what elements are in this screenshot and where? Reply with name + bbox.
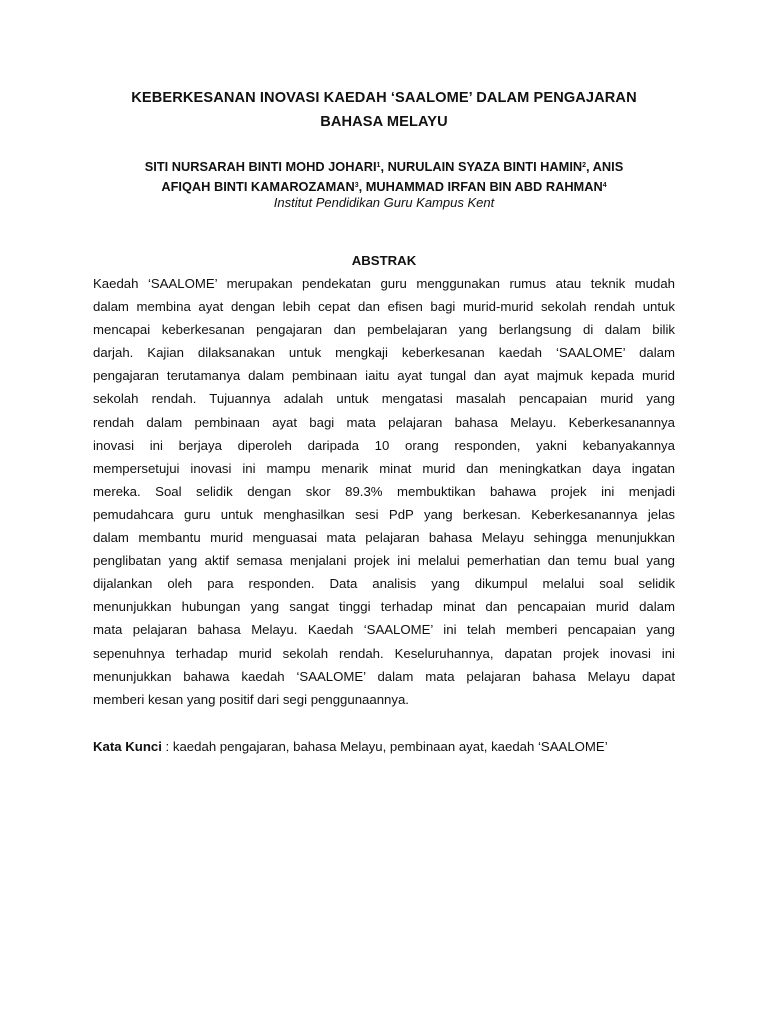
author-line-1 — [60, 157, 708, 177]
paper-title — [40, 86, 728, 134]
author-3: AFIQAH BINTI KAMAROZAMAN — [161, 179, 355, 194]
author-1-affiliation: 1 — [376, 162, 381, 169]
abstract-line: inovasi ini berjaya diperoleh daripada 10 orang responden, yakni kebanyakannya — [93, 437, 675, 453]
author-separator: , — [380, 159, 388, 174]
paper-title-line-2: BAHASA MELAYU — [320, 114, 448, 130]
abstract-line: mencapai keberkesanan pengajaran dan pembelajaran yang berlangsung di dalam bilik — [93, 322, 675, 338]
author-2-affiliation: 2 — [582, 162, 587, 169]
abstract-line: dalam membantu murid menguasai mata pelajaran bahasa Melayu sehingga menunjukkan — [93, 530, 675, 546]
abstract-line: sekolah rendah. Tujuannya adalah untuk mengatasi masalah pencapaian murid yang — [93, 391, 675, 407]
keywords-label: Kata Kunci — [93, 739, 162, 754]
institution: Institut Pendidikan Guru Kampus Kent — [273, 195, 495, 210]
abstract-line: Kaedah ‘SAALOME’ merupakan pendekatan guru menggunakan rumus atau teknik mudah — [93, 276, 675, 291]
author-2: NURULAIN SYAZA BINTI HAMIN — [387, 159, 583, 174]
abstract-line: darjah. Kajian dilaksanakan untuk mengkaji keberkesanan kaedah ‘SAALOME’ dalam — [93, 345, 675, 361]
author-3-affiliation: 3 — [354, 182, 359, 189]
abstract-heading: ABSTRAK — [351, 253, 417, 268]
abstract-line: mempersetujui inovasi ini mampu menarik minat murid dan meningkatkan daya ingatan — [93, 460, 675, 476]
abstract-line: dijalankan oleh para responden. Data analisis yang dikumpul melalui soal selidik — [93, 576, 675, 592]
author-1: SITI NURSARAH BINTI MOHD JOHARI — [144, 159, 377, 174]
author-separator: , — [358, 179, 366, 194]
abstract-line: menunjukkan hubungan yang sangat tinggi terhadap minat dan pencapaian murid dalam — [93, 599, 675, 615]
abstract-body — [93, 272, 675, 711]
paper-title-line-1: KEBERKESANAN INOVASI KAEDAH ‘SAALOME’ DALAM PENGAJARAN — [131, 90, 637, 106]
abstract-line: mereka. Soal selidik dengan skor 89.3% membuktikan bahawa projek ini menjadi — [93, 483, 675, 499]
abstract-line: memberi kesan yang positif dari segi penggunaannya. — [93, 691, 409, 707]
author-4: MUHAMMAD IRFAN BIN ABD RAHMAN — [365, 179, 603, 194]
author-list — [60, 157, 708, 197]
abstract-line: dalam membina ayat dengan lebih cepat dan efisen bagi murid-murid sekolah rendah untuk — [93, 299, 675, 315]
abstract-line: pengajaran terutamanya dalam pembinaan iaitu ayat tungal dan ayat majmuk kepada murid — [93, 368, 675, 384]
abstract-line: menunjukkan bahawa kaedah ‘SAALOME’ dalam mata pelajaran bahasa Melayu dapat — [93, 668, 675, 684]
author-4-affiliation: 4 — [602, 182, 607, 189]
abstract-line: mata pelajaran bahasa Melayu. Kaedah ‘SAALOME’ ini telah memberi pencapaian yang — [93, 622, 675, 638]
abstract-line: rendah dalam pembinaan ayat bagi mata pelajaran bahasa Melayu. Keberkesanannya — [93, 414, 675, 430]
abstract-line: penglibatan yang aktif semasa menjalani projek ini melalui pemerhatian dan temu bual yang — [93, 553, 675, 569]
keywords-text: : kaedah pengajaran, bahasa Melayu, pembinaan ayat, kaedah ‘SAALOME’ — [161, 739, 608, 754]
abstract-line: pemudahcara guru untuk menghasilkan sesi PdP yang berkesan. Keberkesanannya jelas — [93, 506, 675, 522]
keywords — [93, 737, 693, 757]
author-separator: , ANIS — [586, 159, 624, 174]
abstract-line: sepenuhnya terhadap murid sekolah rendah. Keseluruhannya, dapatan projek inovasi ini — [93, 645, 675, 661]
